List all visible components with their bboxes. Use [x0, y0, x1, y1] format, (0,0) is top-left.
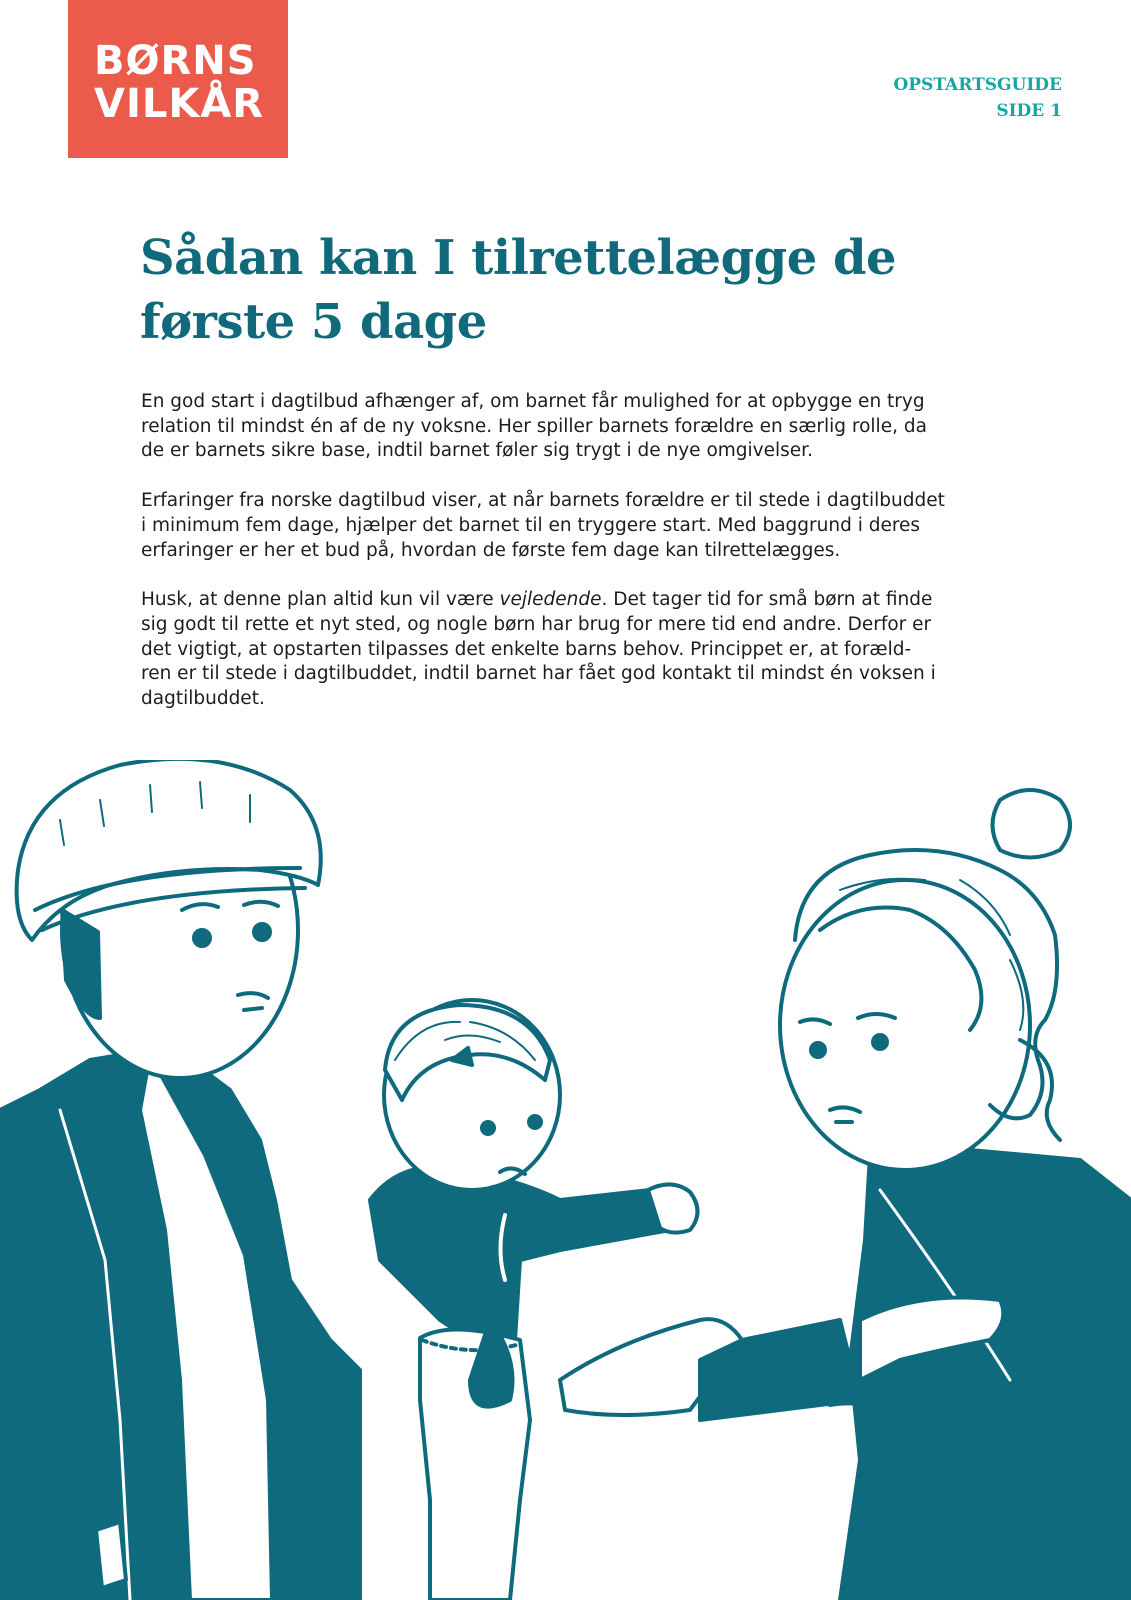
- text-line: det vigtigt, at opstarten tilpasses det enkelte barns behov. Princippet er, at foræld-: [141, 638, 912, 660]
- title-line-1: Sådan kan I tilrettelægge de: [140, 230, 897, 286]
- paragraph-2: [141, 489, 1001, 563]
- text-line: de er barnets sikre base, indtil barnet føler sig trygt i de nye omgivelser.: [141, 440, 813, 462]
- text-line: . Det tager tid for små børn at finde: [601, 589, 933, 611]
- page-title: [140, 226, 896, 354]
- page-header: [893, 72, 1062, 124]
- emphasis-text: vejledende: [499, 589, 602, 611]
- page-label: SIDE 1: [996, 101, 1062, 121]
- text-line: En god start i dagtilbud afhænger af, om barnet får mulighed for at opbygge en tryg: [141, 391, 925, 412]
- text-line: sig godt til rette et nyt sted, og nogle børn har brug for mere tid end andre. Derfor er: [141, 613, 932, 635]
- family-illustration: [0, 760, 1131, 1600]
- guide-label: OPSTARTSGUIDE: [893, 75, 1062, 95]
- parent-figure: [0, 760, 360, 1600]
- text-line: erfaringer er her et bud på, hvordan de første fem dage kan tilrettelægges.: [141, 539, 841, 561]
- paragraph-1: [141, 390, 1001, 464]
- text-line: Erfaringer fra norske dagtilbud viser, at når barnets forældre er til stede i dagtilbuddet: [141, 490, 945, 512]
- paragraph-3: [141, 588, 1001, 712]
- text-line: i minimum fem dage, hjælper det barnet til en tryggere start. Med baggrund i deres: [141, 514, 921, 536]
- text-line: dagtilbuddet.: [141, 688, 265, 710]
- text-line: Husk, at denne plan altid kun vil være: [141, 589, 500, 611]
- child-figure: [370, 1000, 698, 1600]
- text-line: relation til mindst én af de ny voksne. Her spiller barnets forældre en særlig rolle, da: [141, 415, 927, 437]
- logo: [68, 0, 288, 158]
- body-text: [141, 390, 1001, 737]
- logo-line-2: VILKÅR: [94, 81, 265, 127]
- text-line: ren er til stede i dagtilbuddet, indtil barnet har fået god kontakt til mindst én voksen i: [141, 663, 936, 685]
- logo-line-1: BØRNS: [94, 38, 257, 84]
- title-line-2: første 5 dage: [140, 294, 487, 350]
